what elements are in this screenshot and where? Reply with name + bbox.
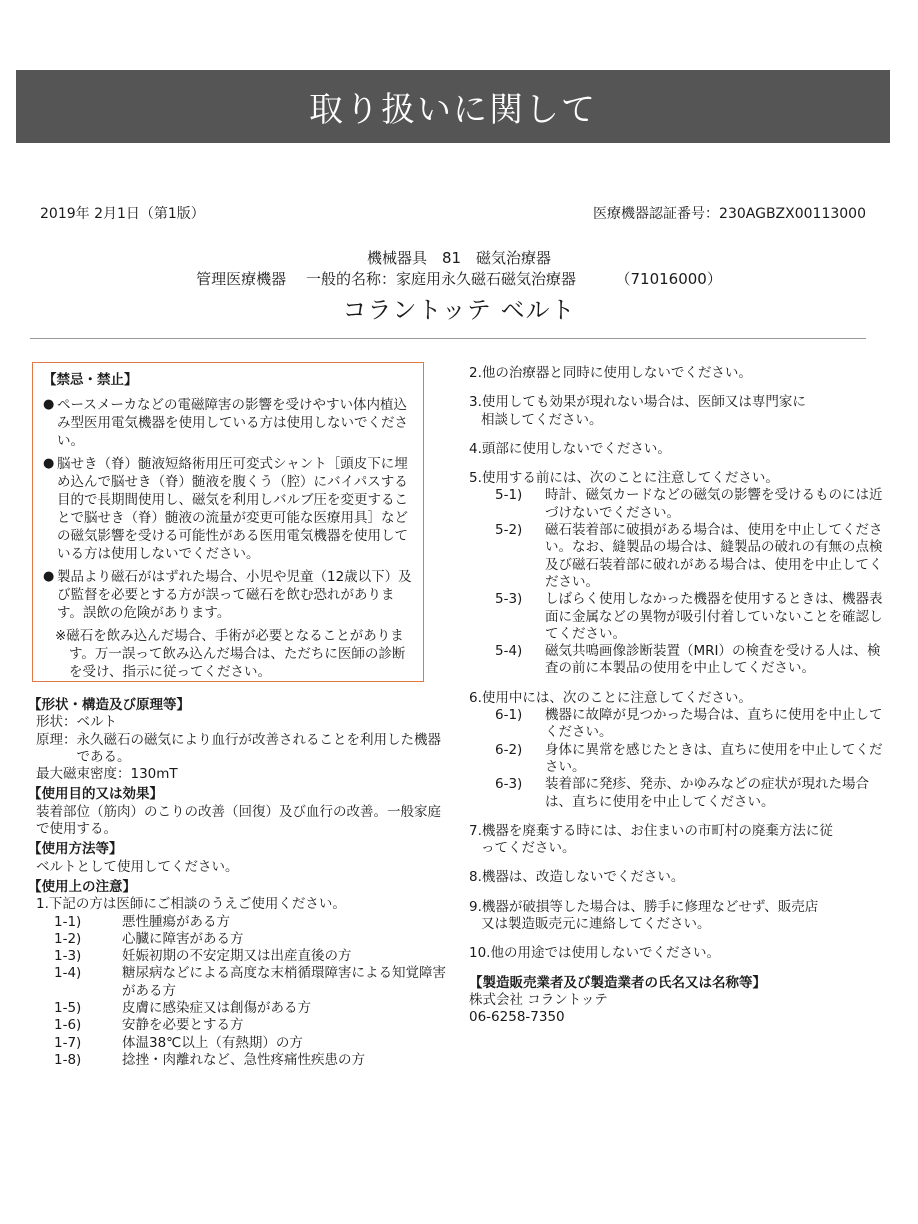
- left-column: [28, 697, 448, 1072]
- warning-item: [43, 455, 413, 563]
- caution-item: [28, 1017, 448, 1034]
- principle-label: 原理：: [36, 731, 77, 748]
- caution-10: 10.他の用途では使用しないでください。: [469, 945, 720, 962]
- caution-5-number: 5-2): [495, 522, 523, 539]
- warning-item: [43, 568, 413, 622]
- caution-5-number: 5-3): [495, 591, 523, 608]
- caution-8: 8.機器は、改造しないでください。: [469, 869, 685, 886]
- caution-text: 妊娠初期の不安定期又は出産直後の方: [122, 948, 352, 965]
- form-value: ベルト: [76, 714, 117, 731]
- warning-text: 脳せき（脊）髄液短絡術用圧可変式シャント［頭皮下に埋め込んで脳せき（脊）髄液を腹くう（腔）にバイパスする目的で長期間使用し、磁気を利用しバルブ圧を変更することで脳せき（脊）髄液の流量が変更可能な医療用具］などの磁気影響を受ける可能性がある医用電気機器を使用している方は使用しないでください。: [57, 456, 408, 562]
- caution-5-text: 磁石装着部に破損がある場合は、使用を中止してください。なお、縫製品の場合は、縫製品の破れの有無の点検及び磁石装着部に破れがある場合は、使用を中止してください。: [545, 522, 883, 590]
- caution-item: [28, 965, 448, 1000]
- caution-9: [469, 899, 889, 934]
- bullet-icon: ●: [43, 456, 55, 471]
- caution-text: 体温38℃以上（有熱期）の方: [122, 1034, 303, 1051]
- principle-row: [28, 732, 448, 767]
- caution-text: 心臓に障害がある方: [122, 930, 244, 947]
- caution-5-number: 5-1): [495, 487, 523, 504]
- caution-number: 1-8): [54, 1051, 82, 1068]
- caution-text: 捻挫・肉離れなど、急性疼痛性疾患の方: [122, 1051, 365, 1068]
- caution-5-heading: 5.使用する前には、次のことに注意してください。: [469, 470, 779, 487]
- caution-6-item: [469, 707, 889, 742]
- contraindication-title: 【禁忌・禁止】: [43, 372, 138, 388]
- manufacturer-section: [469, 975, 889, 1027]
- caution-number: 1-1): [54, 913, 82, 930]
- caution-number: 1-6): [54, 1017, 82, 1034]
- flux-density: 最大磁束密度：130mT: [36, 766, 178, 783]
- caution-5-item: [469, 487, 889, 522]
- caution-7-line2: ってください。: [481, 840, 576, 857]
- caution-4: 4.頭部に使用しないでください。: [469, 440, 671, 457]
- caution-6-text: 装着部に発疹、発赤、かゆみなどの症状が現れた場合は、直ちに使用を中止してください。: [545, 776, 869, 810]
- caution-text: 糖尿病などによる高度な末梢循環障害による知覚障害がある方: [122, 965, 446, 999]
- caution-6-text: 機器に故障が見つかった場合は、直ちに使用を中止してください。: [545, 707, 883, 741]
- usage-section: [28, 841, 448, 876]
- caution-text: 皮膚に感染症又は創傷がある方: [122, 1000, 311, 1017]
- warning-note: ※磁石を飲み込んだ場合、手術が必要となることがあります。万一誤って飲み込んだ場合は、ただちに医師の診断を受け、指示に従ってください。: [55, 628, 406, 680]
- caution-item: [28, 1035, 448, 1052]
- shape-section: [28, 697, 448, 783]
- caution-5-number: 5-4): [495, 643, 523, 660]
- caution-item: [28, 1000, 448, 1017]
- caution-6-number: 6-3): [495, 776, 523, 793]
- bullet-icon: ●: [43, 569, 55, 584]
- caution-6-item: [469, 776, 889, 811]
- caution-5: [469, 470, 889, 678]
- caution-5-text: しばらく使用しなかった機器を使用するときは、機器表面に金属などの異物が吸引付着していないことを確認してください。: [545, 591, 883, 642]
- caution-5-item: [469, 522, 889, 591]
- purpose-section: [28, 786, 448, 838]
- manufacturer-heading: 【製造販売業者及び製造業者の氏名又は名称等】: [469, 974, 766, 991]
- caution-item: [28, 931, 448, 948]
- shape-heading: 【形状・構造及び原理等】: [28, 697, 190, 713]
- caution-item: [28, 948, 448, 965]
- caution-text: 悪性腫瘍がある方: [122, 913, 230, 930]
- manufacturer-phone: 06-6258-7350: [469, 1009, 565, 1026]
- divider: [30, 338, 866, 339]
- caution-7-line1: 7.機器を廃棄する時には、お住まいの市町村の廃棄方法に従: [469, 822, 833, 839]
- manufacturer-name: 株式会社 コラントッテ: [469, 991, 608, 1008]
- page-banner: [16, 70, 890, 143]
- caution-6-item: [469, 742, 889, 777]
- caution-5-text: 時計、磁気カードなどの磁気の影響を受けるものには近づけないでください。: [545, 487, 883, 521]
- caution-3: [469, 394, 889, 429]
- caution-text: 安静を必要とする方: [122, 1017, 244, 1034]
- product-name: コラントッテ ベルト: [342, 296, 576, 324]
- classification-line-2: 管理医療機器 一般的名称：家庭用永久磁石磁気治療器 （71016000）: [196, 270, 722, 288]
- banner-title: 取り扱いに関して: [309, 90, 597, 130]
- caution-9-line1: 9.機器が破損等した場合は、勝手に修理などせず、販売店: [469, 898, 819, 915]
- form-row: [28, 714, 448, 731]
- caution-item: [28, 1052, 448, 1069]
- caution-6-number: 6-1): [495, 707, 523, 724]
- caution-6-number: 6-2): [495, 741, 523, 758]
- caution-item: [28, 914, 448, 931]
- classification-line-1: 機械器具 81 磁気治療器: [366, 249, 552, 267]
- caution-number: 1-7): [54, 1034, 82, 1051]
- caution-section: [28, 879, 448, 1069]
- contraindication-box: [32, 362, 424, 682]
- caution-number: 1-4): [54, 965, 82, 982]
- caution-3-line2: 相談してください。: [481, 411, 603, 428]
- warning-item: [43, 396, 413, 450]
- usage-heading: 【使用方法等】: [28, 841, 123, 858]
- purpose-heading: 【使用目的又は効果】: [28, 786, 163, 803]
- caution-heading: 【使用上の注意】: [28, 878, 136, 895]
- caution-7: [469, 823, 889, 858]
- purpose-text: 装着部位（筋肉）のこりの改善（回復）及び血行の改善。一般家庭で使用する。: [36, 803, 441, 838]
- warning-text: ペースメーカなどの電磁障害の影響を受けやすい体内植込み型医用電気機器を使用している方は使用しないでください。: [57, 397, 408, 449]
- caution-number: 1-5): [54, 1000, 82, 1017]
- caution-2: 2.他の治療器と同時に使用しないでください。: [469, 365, 752, 381]
- bullet-icon: ●: [43, 397, 55, 412]
- form-label: 形状：: [36, 714, 77, 731]
- caution-6-heading: 6.使用中には、次のことに注意してください。: [469, 689, 752, 706]
- caution-3-line1: 3.使用しても効果が現れない場合は、医師又は専門家に: [469, 394, 806, 411]
- caution-6: [469, 690, 889, 811]
- certification-number: 医療機器認証番号：230AGBZX00113000: [593, 206, 866, 222]
- caution-6-text: 身体に異常を感じたときは、直ちに使用を中止してください。: [545, 741, 883, 775]
- edition-date: 2019年 2月1日（第1版）: [40, 206, 205, 222]
- right-column: [469, 365, 889, 1027]
- caution-5-item: [469, 643, 889, 678]
- caution-number: 1-2): [54, 930, 82, 947]
- caution-intro: 1.下記の方は医師にご相談のうえご使用ください。: [36, 896, 346, 913]
- caution-number: 1-3): [54, 948, 82, 965]
- caution-9-line2: 又は製造販売元に連絡してください。: [481, 916, 711, 933]
- usage-text: ベルトとして使用してください。: [36, 858, 239, 875]
- caution-5-item: [469, 591, 889, 643]
- warning-text: 製品より磁石がはずれた場合、小児や児童（12歳以下）及び監督を必要とする方が誤って磁石を飲む恐れがあります。誤飲の危険があります。: [57, 569, 412, 621]
- principle-value: 永久磁石の磁気により血行が改善されることを利用した機器である。: [76, 731, 441, 765]
- caution-5-text: 磁気共鳴画像診断装置（MRI）の検査を受ける人は、検査の前に本製品の使用を中止してください。: [545, 643, 881, 677]
